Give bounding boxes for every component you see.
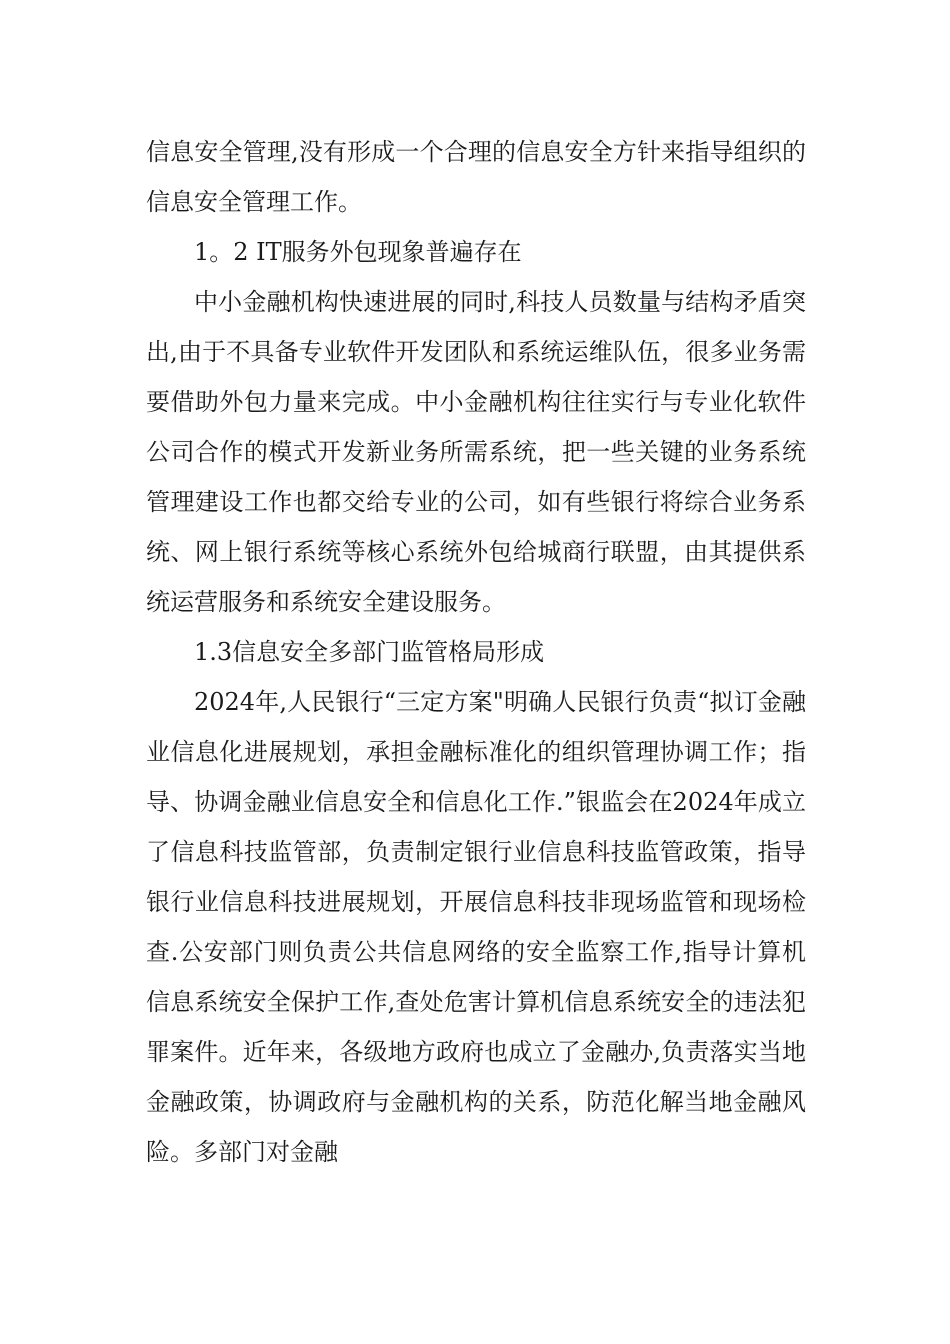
section-heading-1-3: 1.3信息安全多部门监管格局形成 — [194, 638, 545, 666]
paragraph-continuation: 信息安全管理,没有形成一个合理的信息安全方针来指导组织的信息安全管理工作。 — [146, 138, 806, 216]
paragraph-it-outsourcing: 中小金融机构快速进展的同时,科技人员数量与结构矛盾突出,由于不具备专业软件开发团队和系统运维队伍，很多业务需要借助外包力量来完成。中小金融机构往往实行与专业化软件公司合作的模式开发新业务所需系统，把一些关键的业务系统管理建设工作也都交给专业的公司，如有些银行将综合业务系统、网上银行系统等核心系统外包给城商行联盟，由其提供系统运营服务和系统安全建设服务。 — [146, 288, 806, 616]
document-body — [146, 127, 806, 1177]
paragraph-multi-department-supervision: 2024年,人民银行“三定方案"明确人民银行负责“拟订金融业信息化进展规划，承担金融标准化的组织管理协调工作；指导、协调金融业信息安全和信息化工作.”银监会在2024年成立了信息科技监管部，负责制定银行业信息科技监管政策，指导银行业信息科技进展规划，开展信息科技非现场监管和现场检查.公安部门则负责公共信息网络的安全监察工作,指导计算机信息系统安全保护工作,查处危害计算机信息系统安全的违法犯罪案件。近年来，各级地方政府也成立了金融办,负责落实当地金融政策，协调政府与金融机构的关系，防范化解当地金融风险。多部门对金融 — [146, 688, 806, 1166]
section-heading-1-2: 1。2 IT服务外包现象普遍存在 — [194, 238, 522, 266]
